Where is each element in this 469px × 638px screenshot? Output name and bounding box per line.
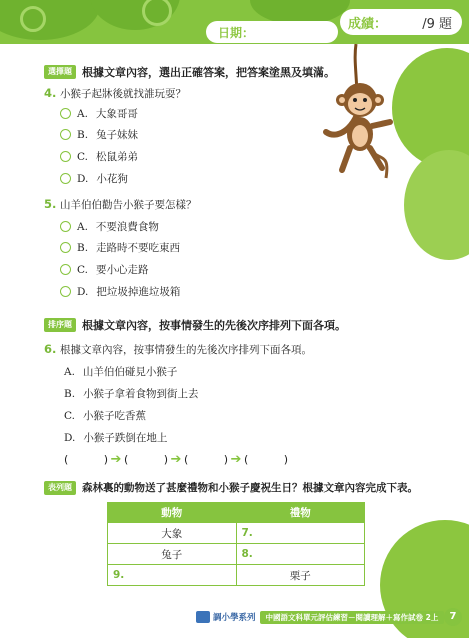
answer-blank-1[interactable]: ( ) [64,453,108,466]
answer-bubble[interactable] [60,264,71,275]
section1-instruction: 根據文章內容，選出正確答案，把答案塗黑及填滿。 [82,66,335,79]
q5-option-d[interactable]: D. 把垃圾掉進垃圾箱 [60,284,180,299]
table-row [108,565,365,586]
answer-blank-3[interactable]: ( ) [184,453,228,466]
score-field[interactable] [340,9,462,35]
table-row [108,544,365,565]
answer-bubble[interactable] [60,242,71,253]
date-field[interactable] [206,21,338,43]
q4-option-d[interactable]: D. 小花狗 [60,171,128,186]
animal-answer-cell[interactable]: 9. [108,565,237,586]
monkey-illustration [320,82,398,186]
animal-cell: 大象 [108,523,237,544]
gift-answer-cell[interactable]: 8. [236,544,365,565]
question-4-text: 小猴子起牀後就找誰玩耍？ [60,88,186,100]
q6-item-d: D. 小猴子跌倒在地上 [64,431,168,444]
table-header-animal: 動物 [108,503,237,523]
leaf-decoration-mid [404,150,469,260]
arrow-icon: ➔ [170,452,182,467]
ordering-answer-row [64,452,304,467]
score-label: 成績： [348,16,388,32]
table-header-gift: 禮物 [236,503,365,523]
footer [196,610,444,624]
q4-option-c[interactable]: C. 松鼠弟弟 [60,149,138,164]
answer-blank-2[interactable]: ( ) [124,453,168,466]
question-5-text: 山羊伯伯勸告小猴子要怎樣？ [60,199,197,211]
question-4-number: 4. [44,86,57,100]
gift-cell: 栗子 [236,565,365,586]
table-row [108,523,365,544]
answer-bubble[interactable] [60,173,71,184]
section-tag-ordering: 排序題 [44,318,76,332]
question-6-number: 6. [44,342,57,356]
section3-instruction: 森林裏的動物送了甚麼禮物和小猴子慶祝生日？根據文章內容完成下表。 [82,482,418,494]
q4-option-a[interactable]: A. 大象哥哥 [60,106,138,121]
q6-item-b: B. 小猴子拿着食物到街上去 [64,387,199,400]
score-value: /9 題 [422,16,452,32]
answer-bubble[interactable] [60,108,71,119]
section-tag-multiple-choice: 選擇題 [44,65,76,79]
date-label: 日期： [218,25,255,40]
footer-title: 中國語文科單元評估練習－閱讀理解＋寫作試卷 2上 [260,611,445,624]
q5-option-a[interactable]: A. 不要浪費食物 [60,219,159,234]
question-6-text: 根據文章內容，按事情發生的先後次序排列下面各項。 [60,344,312,356]
animal-cell: 兔子 [108,544,237,565]
q6-item-a: A. 山羊伯伯碰見小猴子 [64,365,178,378]
footer-series: 調小學系列 [213,613,256,623]
gift-answer-cell[interactable]: 7. [236,523,365,544]
q5-option-b[interactable]: B. 走路時不要吃東西 [60,240,180,255]
section-tag-table: 表列題 [44,481,76,495]
arrow-icon: ➔ [230,452,242,467]
page-number: 7 [444,608,462,626]
answer-bubble[interactable] [60,286,71,297]
section2-instruction: 根據文章內容，按事情發生的先後次序排列下面各項。 [82,319,346,332]
answer-bubble[interactable] [60,221,71,232]
question-5-number: 5. [44,197,57,211]
answer-blank-4[interactable]: ( ) [244,453,288,466]
answer-bubble[interactable] [60,151,71,162]
q4-option-b[interactable]: B. 兔子妹妹 [60,127,138,142]
arrow-icon: ➔ [110,452,122,467]
answer-bubble[interactable] [60,129,71,140]
q6-item-c: C. 小猴子吃香蕉 [64,409,146,422]
q5-option-c[interactable]: C. 要小心走路 [60,262,149,277]
publisher-logo-icon [196,611,210,623]
gift-table [107,502,365,586]
